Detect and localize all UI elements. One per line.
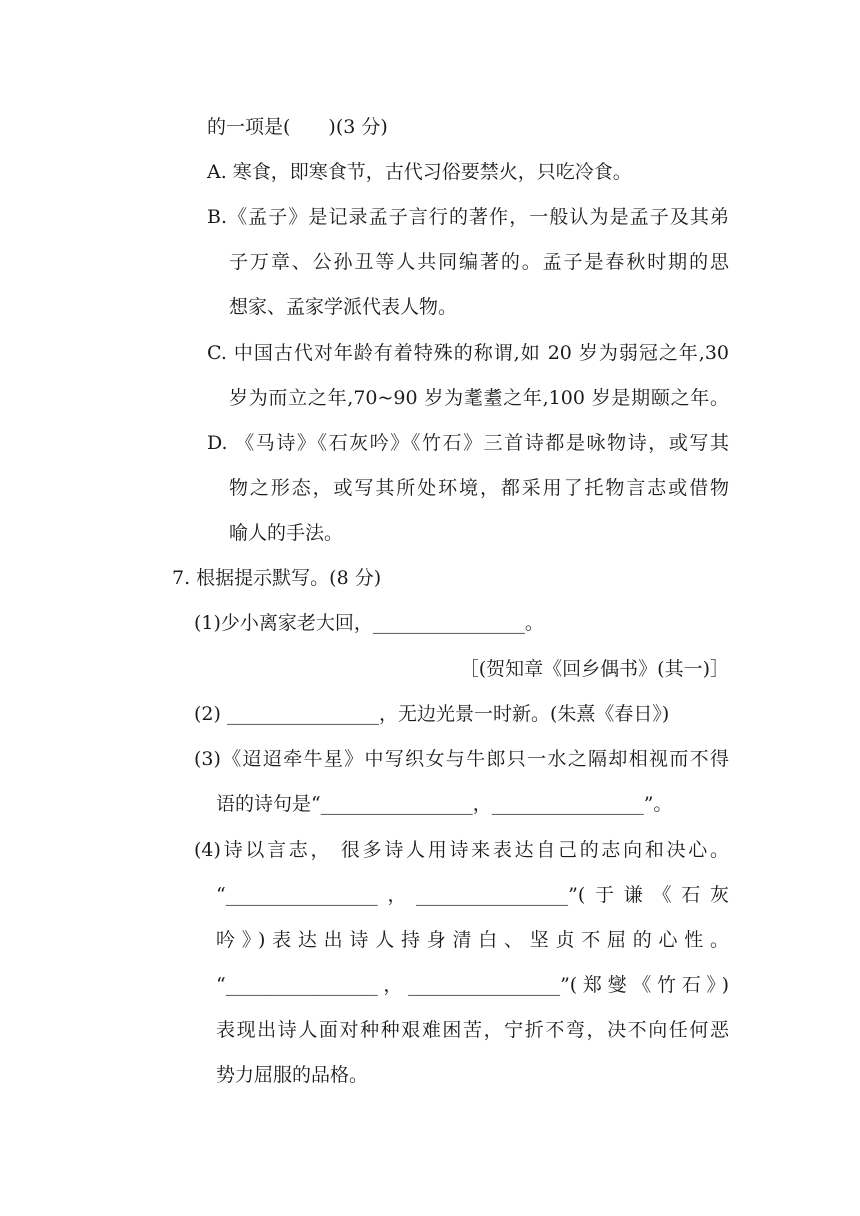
q6-option-c-line-1: C. 中国古代对年龄有着特殊的称谓,如 20 岁为弱冠之年,30 [207,342,729,364]
q6-option-a: A. 寒食，即寒食节，古代习俗要禁火，只吃冷食。 [207,161,632,183]
q6-option-d-line-2: 物之形态，或写其所处环境，都采用了托物言志或借物 [229,477,729,499]
q7-title: 7. 根据提示默写。(8 分) [172,567,382,589]
q7-item-1-source: ［(贺知章《回乡偶书》(其一)］ [459,658,729,680]
q7-item-4-line-2: “________________，________________”(于谦《石灰 [216,884,729,906]
q7-item-4-line-1: (4)诗以言志， 很多诗人用诗来表达自己的志向和决心。 [194,839,729,861]
q7-item-1: (1)少小离家老大回，________________。 [194,612,544,634]
q6-option-b-line-2: 子万章、公孙丑等人共同编著的。孟子是春秋时期的思 [229,251,729,273]
q7-item-4-line-3: 吟》)表达出诗人持身清白、坚贞不屈的心性。 [216,929,729,951]
q7-item-4-line-4: “________________，________________”(郑燮《竹石》) [216,974,729,996]
q7-item-3-line-1: (3)《迢迢牵牛星》中写织女与牛郎只一水之隔却相视而不得 [194,748,729,770]
q6-option-b-line-3: 想家、孟家学派代表人物。 [229,296,458,318]
q6-stem-tail: 的一项是( )(3 分) [207,116,388,138]
q7-item-2: (2) ________________，无边光景一时新。(朱熹《春日》) [194,703,670,725]
q6-option-c-line-2: 岁为而立之年,70~90 岁为耄耋之年,100 岁是期颐之年。 [229,387,729,409]
q7-item-4-line-6: 势力屈服的品格。 [216,1064,369,1086]
q6-option-d-line-1: D. 《马诗》《石灰吟》《竹石》三首诗都是咏物诗，或写其 [207,432,729,454]
q6-option-b-line-1: B.《孟子》是记录孟子言行的著作，一般认为是孟子及其弟 [207,206,729,228]
q7-item-4-line-5: 表现出诗人面对种种艰难困苦，宁折不弯，决不向任何恶 [216,1019,729,1041]
q7-item-3-line-2: 语的诗句是“________________，________________”。 [216,793,673,815]
q6-option-d-line-3: 喻人的手法。 [229,522,344,544]
